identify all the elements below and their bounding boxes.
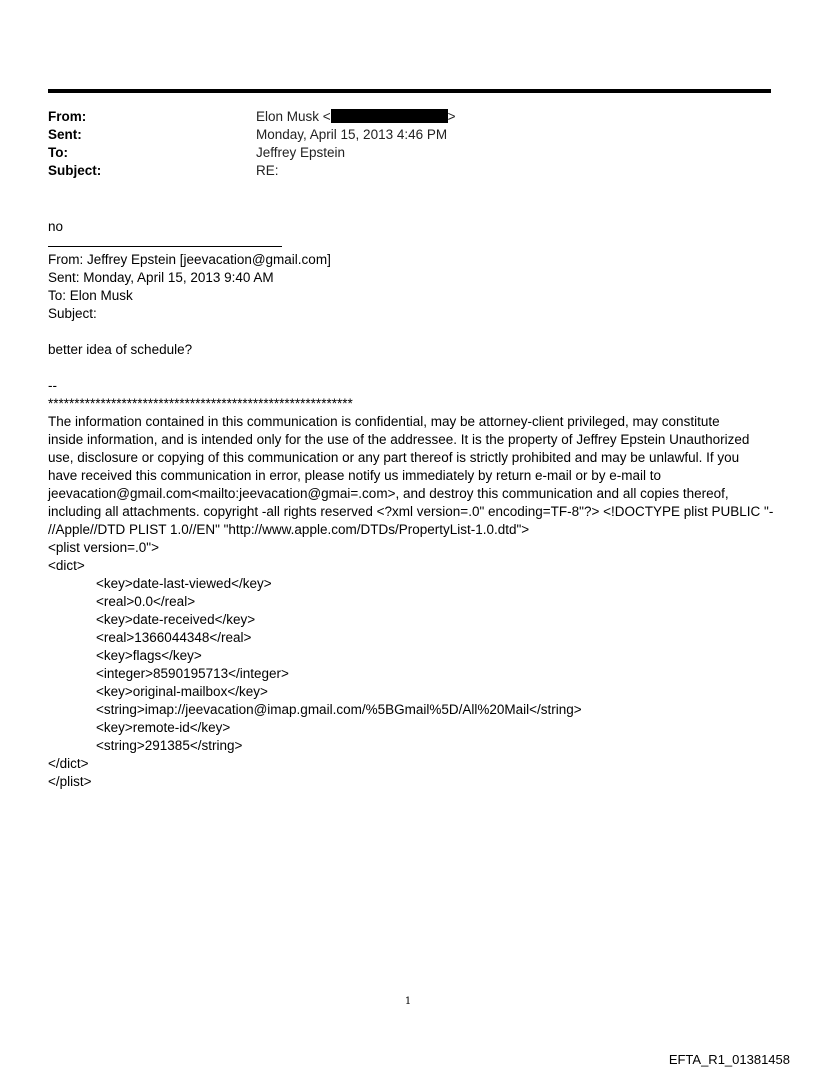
- plist-line: <key>original-mailbox</key>: [96, 684, 268, 699]
- dict-open: <dict>: [48, 558, 85, 573]
- subject-row: [48, 162, 456, 180]
- email-body: [48, 218, 778, 791]
- from-name: Elon Musk <: [256, 109, 331, 124]
- plist-line: <integer>8590195713</integer>: [96, 666, 289, 681]
- disclaimer-line: jeevacation@gmail.com<mailto:jeevacation@gmai=.com>, and destroy this communication and all copies thereof,: [48, 486, 729, 501]
- sent-value: Monday, April 15, 2013 4:46 PM: [256, 127, 448, 142]
- disclaimer-line: including all attachments. copyright -all rights reserved <?xml version=.0" encoding=TF-8"?> <!DOCTYPE plist PUBLIC "-: [48, 504, 774, 519]
- quoted-sent: Sent: Monday, April 15, 2013 9:40 AM: [48, 270, 274, 285]
- quote-separator: [48, 246, 282, 247]
- to-row: [48, 144, 456, 162]
- quoted-to: To: Elon Musk: [48, 288, 133, 303]
- dict-close: </dict>: [48, 756, 89, 771]
- plist-line: <string>imap://jeevacation@imap.gmail.com/%5BGmail%5D/All%20Mail</string>: [96, 702, 582, 717]
- subject-label: Subject:: [48, 163, 102, 178]
- header-rule: [48, 89, 771, 93]
- plist-entries: [48, 575, 778, 755]
- quoted-from: From: Jeffrey Epstein [jeevacation@gmail.com]: [48, 252, 331, 267]
- from-value: [256, 108, 456, 126]
- from-label: From:: [48, 109, 87, 124]
- plist-open: <plist version=.0">: [48, 540, 159, 555]
- disclaimer-line: //Apple//DTD PLIST 1.0//EN" "http://www.apple.com/DTDs/PropertyList-1.0.dtd">: [48, 522, 530, 537]
- disclaimer-line: have received this communication in error, please notify us immediately by return e-mail or by e-mail to: [48, 468, 662, 483]
- signature-dashes: --: [48, 378, 57, 393]
- plist-line: <string>291385</string>: [96, 738, 243, 753]
- reply-text: no: [48, 219, 64, 234]
- to-label: To:: [48, 145, 68, 160]
- signature-stars: **********************************************************: [48, 396, 353, 411]
- disclaimer-line: use, disclosure or copying of this communication or any part thereof is strictly prohibited and may be unlawful. If you: [48, 450, 740, 465]
- plist-line: <key>flags</key>: [96, 648, 202, 663]
- disclaimer-line: inside information, and is intended only for the use of the addressee. It is the property of Jeffrey Epstein Unauthorized: [48, 432, 750, 447]
- page-number: 1: [404, 996, 412, 1007]
- plist-line: <real>1366044348</real>: [96, 630, 252, 645]
- email-header: [48, 108, 456, 180]
- plist-line: <key>remote-id</key>: [96, 720, 231, 735]
- plist-line: <real>0.0</real>: [96, 594, 196, 609]
- disclaimer-line: The information contained in this communication is confidential, may be attorney-client privileged, may constitute: [48, 414, 720, 429]
- to-value: Jeffrey Epstein: [256, 145, 346, 160]
- plist-line: <key>date-last-viewed</key>: [96, 576, 272, 591]
- quoted-message: better idea of schedule?: [48, 342, 193, 357]
- sent-row: [48, 126, 456, 144]
- from-close: >: [447, 109, 456, 124]
- sent-label: Sent:: [48, 127, 82, 142]
- from-row: [48, 108, 456, 126]
- quoted-subject: Subject:: [48, 306, 97, 321]
- redaction-box: [331, 109, 448, 123]
- subject-value: RE:: [256, 163, 279, 178]
- plist-close: </plist>: [48, 774, 92, 789]
- plist-line: <key>date-received</key>: [96, 612, 256, 627]
- document-id: EFTA_R1_01381458: [668, 1052, 790, 1067]
- disclaimer: [48, 413, 778, 539]
